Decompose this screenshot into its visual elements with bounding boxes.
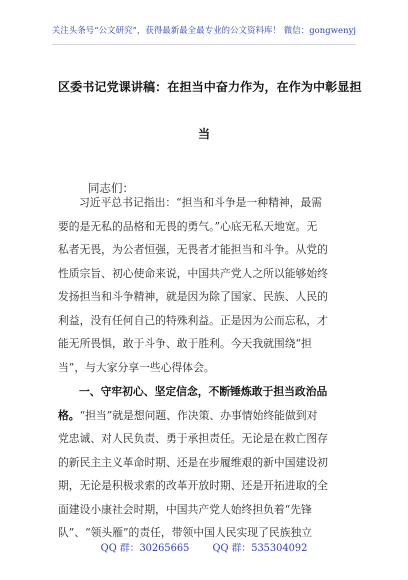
section-1-first-line: “担当”就是想问题、作决策、办事情始终能做到对 (79, 408, 318, 422)
paragraph-line: 面建设小康社会时期，中国共产党人始终担负着“先锋 (58, 502, 312, 516)
footer-qq-group-2: QQ 群：535304092 (212, 543, 308, 554)
paragraph-line: 期，无论是积极求索的改革开放时期、还是开拓进取的全 (58, 479, 328, 492)
section-1-heading-continuation (58, 404, 356, 428)
salutation: 同志们： (88, 181, 134, 195)
paragraph-1 (58, 191, 356, 379)
paragraph-line: 队”、“领头雁”的责任，带领中国人民实现了民族独立 (58, 526, 313, 539)
footer-qq-groups (0, 540, 408, 554)
document-title-line-1: 区委书记党课讲稿：在担当中奋力作为，在作为中彰显担 (58, 80, 362, 94)
footer-qq-group-1: QQ 群：30265665 (100, 543, 190, 554)
document-title-line-2: 当 (197, 127, 211, 141)
header-banner: 关注头条号“公文研究”，获得最新最全最专业的公文资料库！ 微信：gongwenyj (51, 25, 357, 35)
paragraph-line: 性质宗旨、初心使命来说，中国共产党人之所以能够始终 (58, 266, 328, 280)
paragraph-line: 私者无畏，为公者恒强，无畏者才能担当和斗争。从党的 (58, 243, 328, 256)
section-1-heading-end: 格。 (58, 408, 80, 422)
header-divider (52, 44, 356, 45)
paragraph-line: 的新民主主义革命时期、还是在步履维艰的新中国建设初 (58, 455, 328, 469)
paragraph-line: 当”，与大家分享一些心得体会。 (58, 360, 215, 374)
paragraph-line: 习近平总书记指出：“担当和斗争是一种精神，最需 (79, 196, 323, 209)
paragraph-line: 利益，没有任何自己的特殊利益。正是因为公而忘私，才 (58, 313, 328, 327)
section-1 (58, 380, 356, 545)
paragraph-line: 要的是无私的品格和无畏的勇气。”心底无私天地宽。无 (58, 219, 318, 233)
paragraph-line: 发扬担当和斗争精神，就是因为除了国家、民族、人民的 (58, 290, 328, 303)
section-1-heading: 一、守牢初心、坚定信念，不断锤炼敢于担当政治品 (79, 385, 328, 398)
paragraph-line: 党忠诚、对人民负责、勇于承担责任。无论是在救亡图存 (58, 432, 328, 445)
paragraph-line: 能无所畏惧，敢于斗争、敢于胜利。今天我就围绕“担 (58, 337, 312, 350)
